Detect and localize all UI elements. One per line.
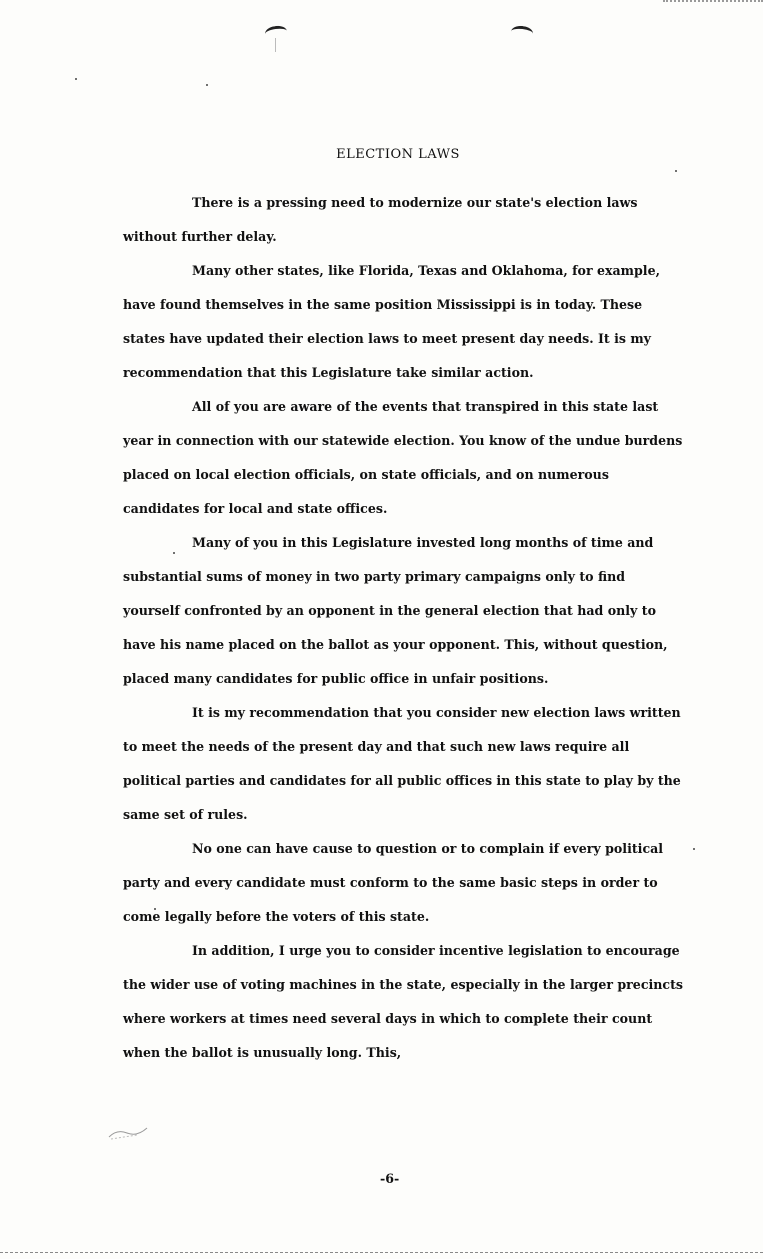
paragraph-4: Many of you in this Legislature invested long months of time and substantial sums of money in two party primary campaigns only to find yourself confronted by an opponent in the general election that had only to have his name placed on the ballot as your opponent. This, without question, placed many candidates for public office in unfair positions.	[123, 535, 668, 686]
speck	[675, 170, 677, 172]
paragraph-1: There is a pressing need to modernize our state's election laws without further delay.	[123, 195, 638, 244]
bottom-edge-line	[0, 1252, 763, 1254]
faint-stamp-mark	[107, 1125, 149, 1141]
binding-hole-mark-right	[510, 25, 533, 40]
document-title: ELECTION LAWS	[336, 146, 460, 162]
stray-mark	[275, 38, 276, 52]
document-body	[123, 186, 683, 1070]
binding-hole-mark-left	[264, 25, 288, 41]
paragraph-3: All of you are aware of the events that transpired in this state last year in connection with our statewide election. You know of the undue burdens placed on local election officials, on state officials, and on numerous candidates for local and state offices.	[123, 399, 683, 516]
paragraph-5: It is my recommendation that you consider new election laws written to meet the needs of the present day and that such new laws require all political parties and candidates for all public offices in this state to play by the same set of rules.	[123, 705, 681, 822]
paragraph-6: No one can have cause to question or to complain if every political party and every candidate must conform to the same basic steps in order to come legally before the voters of this state.	[123, 841, 664, 924]
page-number: -6-	[380, 1171, 400, 1186]
paragraph-7: In addition, I urge you to consider incentive legislation to encourage the wider use of voting machines in the state, especially in the larger precincts where workers at times need several days in which to complete their count when the ballot is unusually long. This,	[123, 943, 683, 1060]
top-edge-dots	[663, 0, 763, 5]
speck	[206, 84, 208, 86]
speck	[75, 78, 77, 80]
speck	[693, 848, 695, 850]
paragraph-2: Many other states, like Florida, Texas and Oklahoma, for example, have found themselves in the same position Mississippi is in today. These states have updated their election laws to meet present day needs. It is my recommendation that this Legislature take similar action.	[123, 263, 660, 380]
